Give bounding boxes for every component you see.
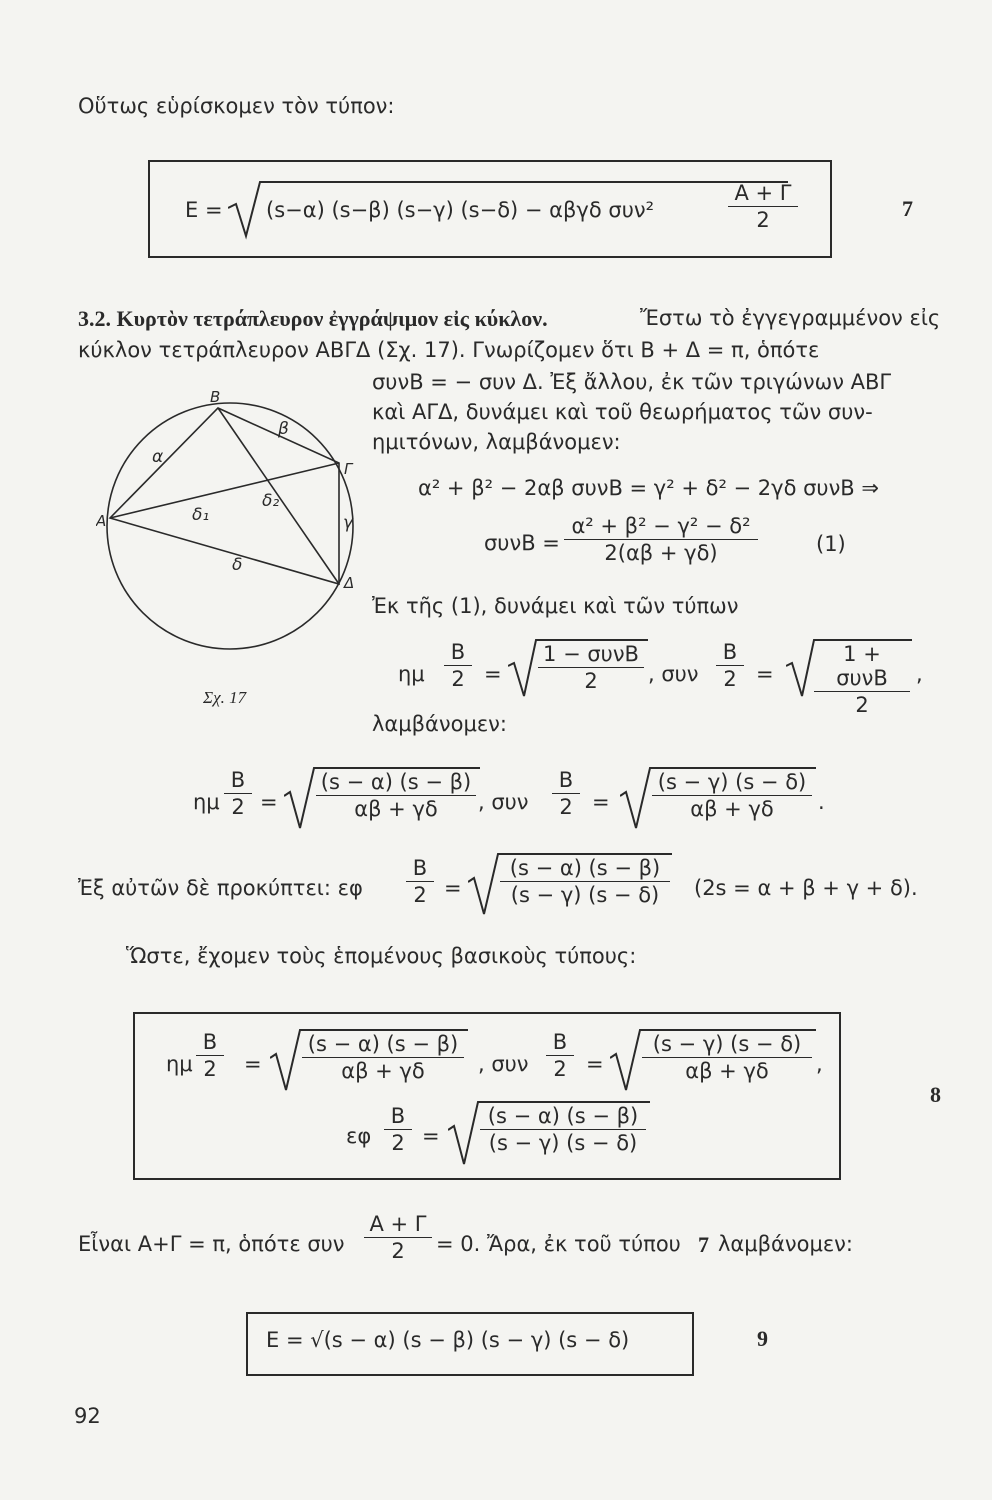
formula-7-fraction	[728, 181, 798, 232]
side-label-a: α	[152, 447, 164, 467]
box8-radicand-1-num: (s − α) (s − β)	[302, 1032, 464, 1058]
half-syn-num: B	[716, 640, 744, 666]
eq1-tag: (1)	[816, 532, 846, 556]
diagonal-label-d1: δ₁	[192, 505, 210, 525]
formula-9: E = √(s − α) (s − β) (s − γ) (s − δ)	[266, 1328, 630, 1352]
box8-eta-den: 2	[203, 1057, 217, 1081]
box8-radicand-3	[480, 1104, 646, 1155]
eq1-denominator: 2(αβ + γδ)	[604, 541, 718, 565]
side-label-d: δ	[232, 555, 243, 575]
side-label-g: γ	[343, 513, 354, 533]
tan-eq: =	[444, 876, 462, 900]
half2-eq2: =	[592, 790, 610, 814]
vertex-label-D: Δ	[344, 574, 355, 592]
half-eta-den: 2	[451, 667, 465, 691]
figure-caption: Σχ. 17	[203, 688, 247, 707]
einai-frac-den: 2	[391, 1239, 405, 1263]
half-radicand-2-num: 1 + συνΒ	[814, 642, 910, 692]
box8-syn-den: 2	[553, 1057, 567, 1081]
box8-syn: , συν	[478, 1052, 529, 1076]
half2-eta: ημ	[193, 790, 220, 814]
half-syn-den: 2	[723, 667, 737, 691]
box8-radicand-1	[302, 1032, 464, 1083]
intro-line: Οὕτως εὑρίσκομεν τὸν τύπον:	[78, 94, 395, 118]
einai-pre: Εἶναι Α+Γ = π, ὁπότε συν	[78, 1232, 345, 1256]
half2-radicand-2-den: αβ + γδ	[690, 797, 774, 821]
half-syn-frac	[716, 640, 744, 691]
eq1-lhs: συνΒ =	[484, 531, 560, 555]
half2-radicand-1-den: αβ + γδ	[354, 797, 438, 821]
half2-eta-den: 2	[231, 795, 245, 819]
circumcircle	[107, 403, 353, 649]
tan-radicand-den: (s − γ) (s − δ)	[510, 883, 660, 907]
einai-frac	[364, 1212, 432, 1263]
half2-radicand-1-num: (s − α) (s − β)	[316, 770, 476, 796]
half-eq1: =	[484, 662, 502, 686]
box8-radicand-2	[642, 1032, 812, 1083]
formula-8-number: 8	[930, 1082, 941, 1107]
half-comma: ,	[916, 662, 923, 686]
half-eta-frac	[444, 640, 472, 691]
quadrilateral	[110, 408, 339, 584]
box8-radicand-3-num: (s − α) (s − β)	[480, 1104, 646, 1130]
section-line1: Ἔστω τὸ ἐγγεγραμμένον εἰς	[640, 306, 941, 330]
formula-7-radicand: (s−α) (s−β) (s−γ) (s−δ) − αβγδ συν²	[266, 198, 654, 222]
diagonal-AG	[110, 463, 339, 518]
half2-syn-frac	[552, 768, 580, 819]
box8-eph-frac	[384, 1104, 412, 1155]
half2-eq1: =	[260, 790, 278, 814]
vertex-label-B: B	[210, 388, 221, 406]
from-eq1-line: Ἐκ τῆς (1), δυνάμει καὶ τῶν τύπων	[372, 594, 739, 618]
box8-eph-den: 2	[391, 1131, 405, 1155]
tan-line-text: Ἐξ αὐτῶν δὲ προκύπτει: εφ	[78, 876, 363, 900]
section-line5: ημιτόνων, λαμβάνομεν:	[372, 430, 621, 454]
vertex-label-A: A	[96, 512, 107, 530]
half2-period: .	[818, 790, 825, 814]
half2-syn-num: B	[552, 768, 580, 794]
einai-bold7: 7	[698, 1232, 709, 1257]
figure-17-diagram	[96, 388, 376, 678]
half2-eta-frac	[224, 768, 252, 819]
eq1-numerator: α² + β² − γ² − δ²	[564, 514, 758, 540]
box8-radicand-2-num: (s − γ) (s − δ)	[642, 1032, 812, 1058]
half-radicand-1-num: 1 − συνΒ	[538, 642, 644, 668]
half-eta-num: B	[444, 640, 472, 666]
half2-radicand-1	[316, 770, 476, 821]
tan-frac	[406, 856, 434, 907]
half2-syn-den: 2	[559, 795, 573, 819]
half-radicand-1-den: 2	[584, 669, 598, 693]
box8-syn-num: B	[546, 1030, 574, 1056]
tan-frac-num: B	[406, 856, 434, 882]
half2-eta-num: B	[224, 768, 252, 794]
section-line3: συνΒ = − συν Δ. Ἐξ ἄλλου, ἐκ τῶν τριγώνων ΑΒΓ	[372, 370, 892, 394]
tan-tail: (2s = α + β + γ + δ).	[694, 876, 918, 900]
box8-radicand-1-den: αβ + γδ	[341, 1059, 425, 1083]
section-line4: καὶ ΑΓΔ, δυνάμει καὶ τοῦ θεωρήματος τῶν συν-	[372, 400, 873, 424]
einai-end: λαμβάνομεν:	[718, 1232, 853, 1256]
tan-radicand-num: (s − α) (s − β)	[500, 856, 670, 882]
box8-radicand-3-den: (s − γ) (s − δ)	[488, 1131, 638, 1155]
box8-radicand-2-den: αβ + γδ	[685, 1059, 769, 1083]
box8-eta-num: B	[196, 1030, 224, 1056]
eq1-fraction	[564, 514, 758, 565]
box8-eph: εφ	[346, 1124, 372, 1148]
lamv-line: λαμβάνομεν:	[372, 712, 507, 736]
half-eq2: =	[756, 662, 774, 686]
cosine-law-equation: α² + β² − 2αβ συνΒ = γ² + δ² − 2γδ συνΒ ⇒	[418, 476, 879, 500]
box8-eq2: =	[586, 1052, 604, 1076]
half-syn: , συν	[648, 662, 699, 686]
box8-comma: ,	[816, 1052, 823, 1076]
half-radicand-1	[538, 642, 644, 693]
box8-eq1: =	[244, 1052, 262, 1076]
box8-eta: ημ	[166, 1052, 193, 1076]
section-heading: 3.2. Κυρτὸν τετράπλευρον ἐγγράψιμον εἰς κύκλον.	[78, 306, 548, 331]
basic-formulas-line: Ὥστε, ἔχομεν τοὺς ἑπομένους βασικοὺς τύπους:	[126, 944, 637, 968]
box8-eph-num: B	[384, 1104, 412, 1130]
formula-9-number: 9	[757, 1326, 768, 1351]
formula-7-lhs: E =	[185, 198, 223, 222]
formula-7-frac-den: 2	[756, 208, 770, 232]
einai-frac-num: A + Γ	[364, 1212, 432, 1238]
box8-eq3: =	[422, 1124, 440, 1148]
tan-frac-den: 2	[413, 883, 427, 907]
half2-radicand-2	[652, 770, 812, 821]
half-radicand-2	[814, 642, 910, 717]
section-line2: κύκλον τετράπλευρον ΑΒΓΔ (Σχ. 17). Γνωρίζομεν ὅτι Β + Δ = π, ὁπότε	[78, 338, 820, 362]
formula-7-number: 7	[902, 196, 913, 221]
einai-post: = 0. Ἄρα, ἐκ τοῦ τύπου	[436, 1232, 681, 1256]
half2-syn: , συν	[478, 790, 529, 814]
half2-radicand-2-num: (s − γ) (s − δ)	[652, 770, 812, 796]
tan-radicand	[500, 856, 670, 907]
box8-syn-frac	[546, 1030, 574, 1081]
vertex-label-G: Γ	[344, 460, 353, 478]
half-eta: ημ	[398, 662, 425, 686]
box8-eta-frac	[196, 1030, 224, 1081]
formula-7-frac-num: A + Γ	[728, 181, 798, 207]
side-label-b: β	[278, 419, 289, 439]
page-number: 92	[74, 1404, 101, 1428]
diagonal-label-d2: δ₂	[262, 491, 280, 511]
half-radicand-2-den: 2	[855, 693, 869, 717]
